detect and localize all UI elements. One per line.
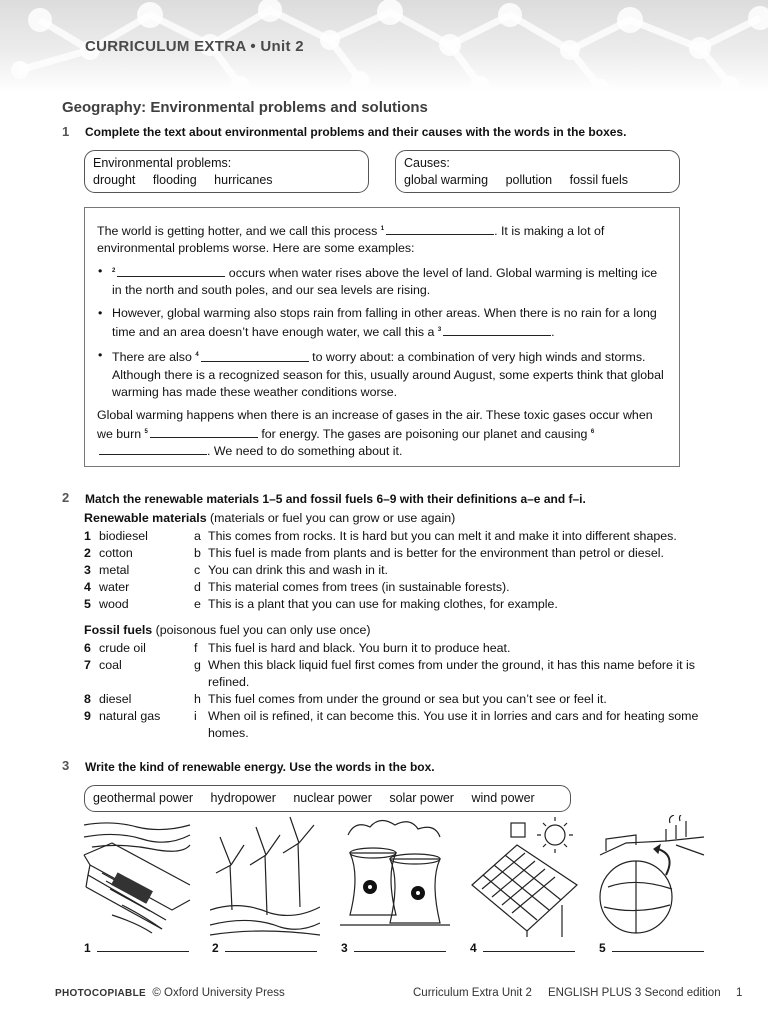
question-instruction: Complete the text about environmental problems and their causes with the words in the boxes. (85, 125, 627, 139)
question-number: 2 (62, 490, 70, 505)
gap-number: 4 (195, 352, 199, 359)
answer-line[interactable] (354, 941, 446, 952)
nuclear-plant-picture (340, 815, 450, 937)
definition: This fuel is made from plants and is better for the environment than petrol or diesel. (208, 546, 664, 560)
item-word: biodiesel (99, 529, 148, 543)
answer-slot (212, 941, 317, 955)
answer-number: 2 (212, 941, 219, 955)
gap-fill-text-box (84, 207, 680, 467)
causes-word-box (395, 150, 680, 193)
header-band (0, 0, 768, 92)
renewable-heading (84, 511, 455, 525)
def-letter: h (194, 692, 201, 706)
answer-slot (599, 941, 704, 955)
word: drought (93, 173, 136, 187)
def-letter: g (194, 658, 201, 672)
footer-edition: ENGLISH PLUS 3 Second edition (548, 987, 721, 999)
definition: You can drink this and wash in it. (208, 563, 389, 577)
item-word: cotton (99, 546, 133, 560)
item-number: 5 (84, 597, 91, 611)
answer-blank[interactable] (99, 443, 207, 455)
word: global warming (404, 173, 489, 187)
answer-line[interactable] (483, 941, 575, 952)
definition: When this black liquid fuel first comes from under the ground, it has this name before it is refined. (208, 658, 695, 689)
problems-word-box (84, 150, 369, 193)
gap-number: 1 (380, 226, 385, 232)
paragraph (97, 407, 667, 460)
answer-blank[interactable] (201, 350, 309, 362)
answer-number: 5 (599, 941, 606, 955)
item-number: 8 (84, 692, 91, 706)
list-item (97, 263, 667, 299)
item-word: diesel (99, 692, 132, 706)
item-number: 2 (84, 546, 91, 560)
def-letter: a (194, 529, 201, 543)
list-item (97, 347, 667, 400)
gap-number: 2 (112, 268, 116, 275)
word: solar power (389, 791, 454, 805)
definition: This fuel is hard and black. You burn it to produce heat. (208, 641, 511, 655)
gap-number: 3 (437, 327, 442, 334)
answer-slot (84, 941, 189, 955)
item-number: 7 (84, 658, 91, 672)
heading-note: (materials or fuel you can grow or use again) (206, 511, 456, 525)
item-number: 9 (84, 709, 91, 723)
text: . It is making a lot of environmental problems worse. Here are some examples: (97, 224, 605, 256)
text: to worry about: a combination of very high winds and storms. Although there is a recognized season for this, usually around August, some experts think that global warming has made these weather conditions worse. (112, 350, 664, 399)
question-number: 3 (62, 758, 70, 773)
fossil-heading (84, 623, 371, 637)
definition: This fuel comes from under the ground or sea but you can’t see or feel it. (208, 692, 607, 706)
text: for energy. The gases are poisoning our planet and causing (261, 426, 588, 441)
question-number: 1 (62, 124, 70, 139)
text: . (551, 325, 555, 340)
unit-title: CURRICULUM EXTRA • Unit 2 (85, 38, 304, 55)
text: Global warming happens when there is an increase of gases in the air. These toxic gases occur when we burn (97, 407, 653, 441)
item-word: metal (99, 563, 130, 577)
text: There are also (112, 350, 192, 365)
photocopiable-label: PHOTOCOPIABLE (55, 988, 146, 999)
box-label: Causes: (404, 156, 450, 170)
box-label: Environmental problems: (93, 156, 232, 170)
answer-number: 4 (470, 941, 477, 955)
text: The world is getting hotter, and we call this process (97, 224, 378, 239)
word: flooding (152, 173, 197, 187)
bullet-list (97, 263, 667, 400)
answer-slot (341, 941, 446, 955)
definition: When oil is refined, it can become this. You use it in lorries and cars and for heating some homes. (208, 709, 699, 740)
answer-blank[interactable] (150, 426, 258, 438)
section-title: Geography: Environmental problems and solutions (62, 99, 428, 116)
question-instruction: Write the kind of renewable energy. Use the words in the box. (85, 760, 435, 774)
answer-blank[interactable] (117, 265, 225, 277)
answer-blank[interactable] (386, 223, 494, 235)
word: hurricanes (214, 173, 273, 187)
item-word: crude oil (99, 641, 146, 655)
question-instruction: Match the renewable materials 1–5 and fossil fuels 6–9 with their definitions a–e and f–i. (85, 492, 586, 506)
footer-left (55, 987, 285, 999)
answer-line[interactable] (225, 941, 317, 952)
item-number: 3 (84, 563, 91, 577)
text: occurs when water rises above the level of land. Global warming is melting ice in the north and south poles, and our sea levels are rising. (112, 266, 658, 298)
footer-course: Curriculum Extra Unit 2 (413, 987, 532, 999)
item-word: coal (99, 658, 122, 672)
heading-note: (poisonous fuel you can only use once) (152, 623, 371, 637)
item-number: 1 (84, 529, 91, 543)
answer-number: 3 (341, 941, 348, 955)
word: wind power (471, 791, 535, 805)
answer-blank[interactable] (443, 324, 551, 336)
heading-bold: Fossil fuels (84, 623, 153, 637)
word: nuclear power (293, 791, 372, 805)
def-letter: i (194, 709, 197, 723)
answer-number: 1 (84, 941, 91, 955)
item-number: 6 (84, 641, 91, 655)
text: However, global warming also stops rain from falling in other areas. When there is no rain for a long time and an area doesn’t have enough water, we call this a (112, 306, 657, 340)
copyright: © Oxford University Press (152, 987, 285, 999)
answer-slot (470, 941, 575, 955)
item-word: natural gas (99, 709, 161, 723)
text: . We need to do something about it. (207, 443, 403, 458)
definition: This is a plant that you can use for making clothes, for example. (208, 597, 558, 611)
answer-line[interactable] (612, 941, 704, 952)
item-number: 4 (84, 580, 91, 594)
heading-bold: Renewable materials (84, 511, 207, 525)
word: pollution (505, 173, 553, 187)
energy-word-box (84, 785, 571, 812)
solar-panels-picture (467, 815, 579, 937)
def-letter: b (194, 546, 201, 560)
definition: This material comes from trees (in sustainable forests). (208, 580, 510, 594)
paragraph (97, 221, 667, 257)
geothermal-picture (596, 815, 708, 937)
item-word: wood (99, 597, 129, 611)
item-word: water (99, 580, 130, 594)
answer-line[interactable] (97, 941, 189, 952)
word: fossil fuels (569, 173, 628, 187)
def-letter: d (194, 580, 201, 594)
word: geothermal power (93, 791, 194, 805)
gap-number: 5 (144, 428, 148, 435)
def-letter: e (194, 597, 201, 611)
definition: This comes from rocks. It is hard but you can melt it and make it into different shapes. (208, 529, 677, 543)
def-letter: c (194, 563, 201, 577)
page-number: 1 (736, 987, 743, 999)
wind-turbines-picture (210, 815, 320, 937)
gap-number: 6 (590, 428, 595, 435)
word: hydropower (210, 791, 276, 805)
def-letter: f (194, 641, 198, 655)
list-item (97, 305, 667, 341)
hydropower-dam-picture (82, 815, 192, 937)
